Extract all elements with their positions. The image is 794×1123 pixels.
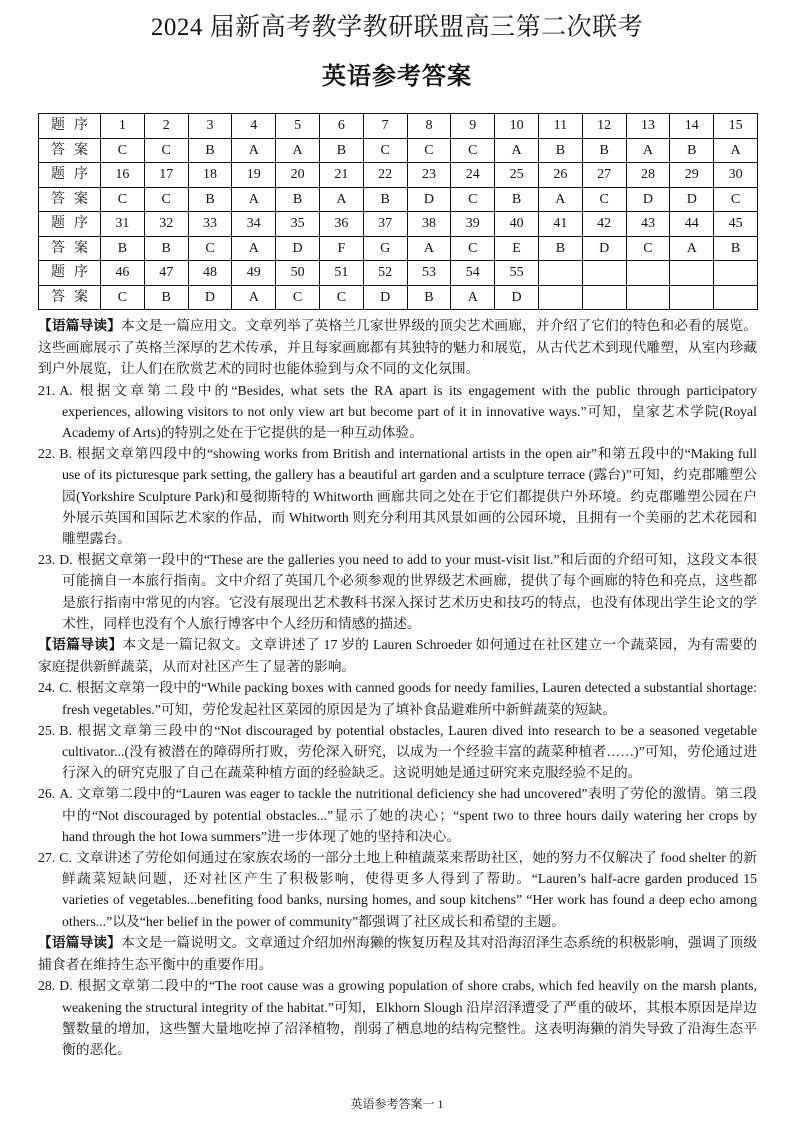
answer-cell: B [319, 138, 363, 163]
question-number-cell: 27 [582, 163, 626, 188]
guide-label: 【语篇导读】 [38, 934, 121, 951]
answer-letter: B. [59, 722, 72, 738]
answer-letter: C. [59, 680, 72, 696]
question-number-cell: 38 [407, 212, 451, 237]
answer-letter: A. [59, 382, 73, 398]
reading-guide [38, 315, 757, 380]
empty-cell [670, 261, 714, 286]
answer-cell: D [626, 187, 670, 212]
question-number-cell: 45 [714, 212, 758, 237]
question-number-cell: 24 [451, 163, 495, 188]
answer-cell: G [363, 236, 407, 261]
question-number-cell: 26 [538, 163, 582, 188]
row-label: 题序 [39, 163, 101, 188]
guide-label: 【语篇导读】 [38, 637, 123, 654]
question-number-cell: 18 [188, 163, 232, 188]
answer-cell: C [144, 187, 188, 212]
answer-cell: B [582, 138, 626, 163]
question-number-cell: 51 [319, 261, 363, 286]
answer-row [39, 236, 758, 261]
question-number-cell: 9 [451, 114, 495, 139]
answer-explanation [38, 847, 757, 932]
question-number-cell: 10 [495, 114, 539, 139]
answer-cell: B [670, 138, 714, 163]
answer-cell: D [582, 236, 626, 261]
answer-cell: B [144, 236, 188, 261]
question-number-cell: 49 [232, 261, 276, 286]
question-number-cell: 53 [407, 261, 451, 286]
explanation-text: 根据文章第一段中的“These are the galleries you need to add to your must-visit list.”和后面的介绍可知，这段文本很可能摘自一本旅行指南。文中介绍了英国几个必须参观的世界级艺术画廊，提供了每个画廊的特色和亮点，这些都是旅行指南中常见的内容。它没有展现出艺术教科书深入探讨艺术历史和技巧的特点，也没有体现出学生论文的学术性，同样也没有个人旅行博客中个人经历和情感的描述。 [62, 552, 757, 631]
answer-cell: D [363, 285, 407, 310]
reading-guide [38, 634, 757, 677]
row-label: 答案 [39, 236, 101, 261]
question-number-cell: 25 [495, 163, 539, 188]
question-number-cell: 35 [276, 212, 320, 237]
answer-cell: C [144, 138, 188, 163]
question-number: 21. [38, 382, 56, 398]
answer-cell: A [232, 138, 276, 163]
question-number-cell: 37 [363, 212, 407, 237]
answer-explanation [38, 380, 757, 444]
question-number-cell: 20 [276, 163, 320, 188]
answer-row [39, 138, 758, 163]
question-number-cell: 11 [538, 114, 582, 139]
explanation-text: 根据文章第三段中的“Not discouraged by potential obstacles, Lauren dived into research to be a seasoned vegetable cultivator...(没有被潜在的障碍所打败，劳伦深入研究，以成为一个经验丰富的蔬菜种植者……)”可知，劳伦通过进行深入的研究克服了自己在蔬菜种植方面的经验缺乏。这说明她是通过研究来克服经验不足的。 [62, 722, 757, 781]
answer-cell: C [101, 187, 145, 212]
question-number-cell: 19 [232, 163, 276, 188]
answer-explanation [38, 783, 757, 847]
document-subtitle: 英语参考答案 [322, 62, 472, 90]
explanation-text: 根据文章第二段中的“The root cause was a growing population of shore crabs, which fed heavily on the marsh plants, weakening the structural integrity of the habitat.”可知，Elkhorn Slough 沿岸沼泽遭受了严重的破坏，其根本原因是岸边蟹数量的增加，这些蟹大量地吃掉了沼泽植物，削弱了栖息地的结构完整性。这表明海獭的消失导致了沿海生态平衡的恶化。 [62, 978, 757, 1057]
question-number: 26. [38, 786, 56, 802]
empty-cell [714, 261, 758, 286]
question-number: 22. [38, 446, 56, 462]
question-number: 27. [38, 850, 56, 866]
question-number: 23. [38, 552, 56, 568]
question-number-cell: 50 [276, 261, 320, 286]
row-label: 答案 [39, 138, 101, 163]
answer-cell: C [319, 285, 363, 310]
answer-cell: B [407, 285, 451, 310]
answer-cell: B [188, 187, 232, 212]
question-number-cell: 3 [188, 114, 232, 139]
answer-cell: B [714, 236, 758, 261]
question-number-cell: 17 [144, 163, 188, 188]
answer-cell: B [276, 187, 320, 212]
question-number-cell: 14 [670, 114, 714, 139]
answer-cell: C [451, 236, 495, 261]
question-number-cell: 47 [144, 261, 188, 286]
answer-explanation [38, 720, 757, 784]
explanation-text: 文章讲述了劳伦如何通过在家族农场的一部分土地上种植蔬菜来帮助社区，她的努力不仅解决了 food shelter 的新鲜蔬菜短缺问题，还对社区产生了积极影响，使得更多人得到了帮助。“Lauren’s half-acre garden produced 15 varieties of vegetables...benefiting food banks, nursing homes, and soup kitchens” “Her work has found a deep echo among others...”以及“her belief in the power of community”都强调了社区成长和希望的主题。 [62, 850, 757, 929]
guide-label: 【语篇导读】 [38, 318, 121, 334]
answer-cell: B [363, 187, 407, 212]
answer-cell: D [276, 236, 320, 261]
empty-cell [582, 261, 626, 286]
question-number-cell: 15 [714, 114, 758, 139]
question-number: 25. [38, 722, 56, 738]
question-number-row [39, 261, 758, 286]
page-footer: 英语参考答案一 1 [350, 1097, 444, 1111]
empty-cell [670, 285, 714, 310]
question-number-cell: 44 [670, 212, 714, 237]
answer-cell: B [101, 236, 145, 261]
question-number-cell: 7 [363, 114, 407, 139]
answer-cell: D [495, 285, 539, 310]
reading-guide [38, 932, 757, 975]
empty-cell [538, 261, 582, 286]
answer-cell: B [538, 236, 582, 261]
question-number-cell: 13 [626, 114, 670, 139]
empty-cell [626, 261, 670, 286]
question-number-cell: 1 [101, 114, 145, 139]
question-number-cell: 54 [451, 261, 495, 286]
explanation-text: 根据文章第二段中的“Besides, what sets the RA apart is its engagement with the public through participatory experiences, allowing visitors to not only view art but become part of it in innovative ways.”可知，皇家艺术学院(Royal Academy of Arts)的特别之处在于它提供的是一种互动体验。 [62, 382, 757, 441]
answer-cell: A [451, 285, 495, 310]
answer-cell: C [276, 285, 320, 310]
question-number-cell: 41 [538, 212, 582, 237]
answer-cell: C [101, 138, 145, 163]
answer-cell: C [451, 138, 495, 163]
answer-letter: B. [59, 446, 72, 462]
question-number-cell: 32 [144, 212, 188, 237]
question-number-cell: 4 [232, 114, 276, 139]
answer-cell: A [319, 187, 363, 212]
question-number-cell: 40 [495, 212, 539, 237]
answer-letter: A. [59, 786, 73, 802]
guide-text: 本文是一篇说明文。文章通过介绍加州海獭的恢复历程及其对沿海沼泽生态系统的积极影响，强调了顶级捕食者在维持生态平衡中的重要作用。 [38, 934, 758, 973]
question-number-cell: 55 [495, 261, 539, 286]
question-number-cell: 23 [407, 163, 451, 188]
row-label: 题序 [39, 261, 101, 286]
answer-cell: C [714, 187, 758, 212]
question-number-cell: 22 [363, 163, 407, 188]
answer-cell: A [232, 187, 276, 212]
empty-cell [538, 285, 582, 310]
question-number-cell: 36 [319, 212, 363, 237]
row-label: 答案 [39, 285, 101, 310]
answer-explanation [38, 443, 757, 549]
answer-row [39, 187, 758, 212]
question-number-cell: 30 [714, 163, 758, 188]
question-number-cell: 12 [582, 114, 626, 139]
explanation-text: 根据文章第一段中的“While packing boxes with canned goods for needy families, Lauren detected a substantial shortage: fresh vegetables.”可知，劳伦发起社区菜园的原因是为了填补食品避难所中新鲜蔬菜的短缺。 [62, 680, 757, 717]
answer-cell: D [670, 187, 714, 212]
question-number-cell: 5 [276, 114, 320, 139]
question-number: 24. [38, 680, 56, 696]
answer-explanation [38, 975, 757, 1060]
answer-cell: C [101, 285, 145, 310]
answer-letter: D. [59, 552, 73, 568]
question-number: 28. [38, 978, 56, 994]
question-number-cell: 39 [451, 212, 495, 237]
answer-cell: A [670, 236, 714, 261]
answer-cell: F [319, 236, 363, 261]
question-number-cell: 29 [670, 163, 714, 188]
answer-cell: D [407, 187, 451, 212]
answer-cell: A [407, 236, 451, 261]
answer-letter: C. [59, 850, 72, 866]
answer-cell: C [626, 236, 670, 261]
answer-cell: C [363, 138, 407, 163]
answer-row [39, 285, 758, 310]
empty-cell [626, 285, 670, 310]
explanations [38, 315, 757, 1060]
row-label: 题序 [39, 212, 101, 237]
answer-table-body [39, 114, 758, 310]
answer-cell: A [495, 138, 539, 163]
answer-cell: A [714, 138, 758, 163]
answer-cell: C [451, 187, 495, 212]
answer-cell: C [407, 138, 451, 163]
question-number-cell: 52 [363, 261, 407, 286]
question-number-cell: 33 [188, 212, 232, 237]
answer-cell: A [538, 187, 582, 212]
answer-cell: A [232, 236, 276, 261]
question-number-cell: 46 [101, 261, 145, 286]
answer-cell: D [188, 285, 232, 310]
answer-table [38, 113, 758, 310]
question-number-cell: 21 [319, 163, 363, 188]
answer-cell: A [276, 138, 320, 163]
question-number-cell: 8 [407, 114, 451, 139]
explanation-text: 文章第二段中的“Lauren was eager to tackle the nutritional deficiency she had uncovered”表明了劳伦的激情。第三段中的“Not discouraged by potential obstacles...”显示了她的决心；“spent two to three hours daily watering her crops by hand through the hot Iowa summers”进一步体现了她的坚持和决心。 [62, 786, 757, 844]
answer-explanation [38, 677, 757, 719]
question-number-cell: 28 [626, 163, 670, 188]
explanation-text: 根据文章第四段中的“showing works from British and international artists in the open air”和第五段中的“Making full use of its picturesque park setting, the gallery has a beautiful art garden and a sculpture terrace (露台)”可知，约克郡雕塑公园(Yorkshire Sculpture Park)和曼彻斯特的 Whitworth 画廊共同之处在于它们都提供户外环境。约克郡雕塑公园在户外展示英国和国际艺术家的作品，而 Whitworth 则充分利用其风景如画的公园环境，且拥有一个美丽的艺术花园和雕塑露台。 [62, 446, 757, 547]
answer-cell: B [144, 285, 188, 310]
document-title: 2024 届新高考教学教研联盟高三第二次联考 [150, 14, 644, 41]
question-number-cell: 43 [626, 212, 670, 237]
question-number-cell: 31 [101, 212, 145, 237]
guide-text: 本文是一篇应用文。文章列举了英格兰几家世界级的顶尖艺术画廊，并介绍了它们的特色和必看的展览。这些画廊展示了英格兰深厚的艺术传承，并且每家画廊都有其独特的魅力和展览，从古代艺术到现代雕塑，从室内珍藏到户外展览，让人们在欣赏艺术的同时也能体验到与众不同的文化氛围。 [38, 318, 758, 377]
question-number-row [39, 114, 758, 139]
answer-explanation [38, 549, 757, 634]
question-number-cell: 6 [319, 114, 363, 139]
answer-cell: C [582, 187, 626, 212]
answer-cell: E [495, 236, 539, 261]
question-number-row [39, 212, 758, 237]
row-label: 答案 [39, 187, 101, 212]
question-number-cell: 48 [188, 261, 232, 286]
answer-letter: D. [59, 978, 73, 994]
question-number-cell: 2 [144, 114, 188, 139]
answer-cell: C [188, 236, 232, 261]
answer-cell: B [188, 138, 232, 163]
empty-cell [714, 285, 758, 310]
guide-text: 本文是一篇记叙文。文章讲述了 17 岁的 Lauren Schroeder 如何通过在社区建立一个蔬菜园，为有需要的家庭提供新鲜蔬菜，从而对社区产生了显著的影响。 [38, 637, 757, 675]
question-number-cell: 16 [101, 163, 145, 188]
answer-cell: B [538, 138, 582, 163]
answer-cell: A [232, 285, 276, 310]
question-number-row [39, 163, 758, 188]
empty-cell [582, 285, 626, 310]
question-number-cell: 34 [232, 212, 276, 237]
answer-cell: B [495, 187, 539, 212]
row-label: 题序 [39, 114, 101, 139]
question-number-cell: 42 [582, 212, 626, 237]
answer-cell: A [626, 138, 670, 163]
